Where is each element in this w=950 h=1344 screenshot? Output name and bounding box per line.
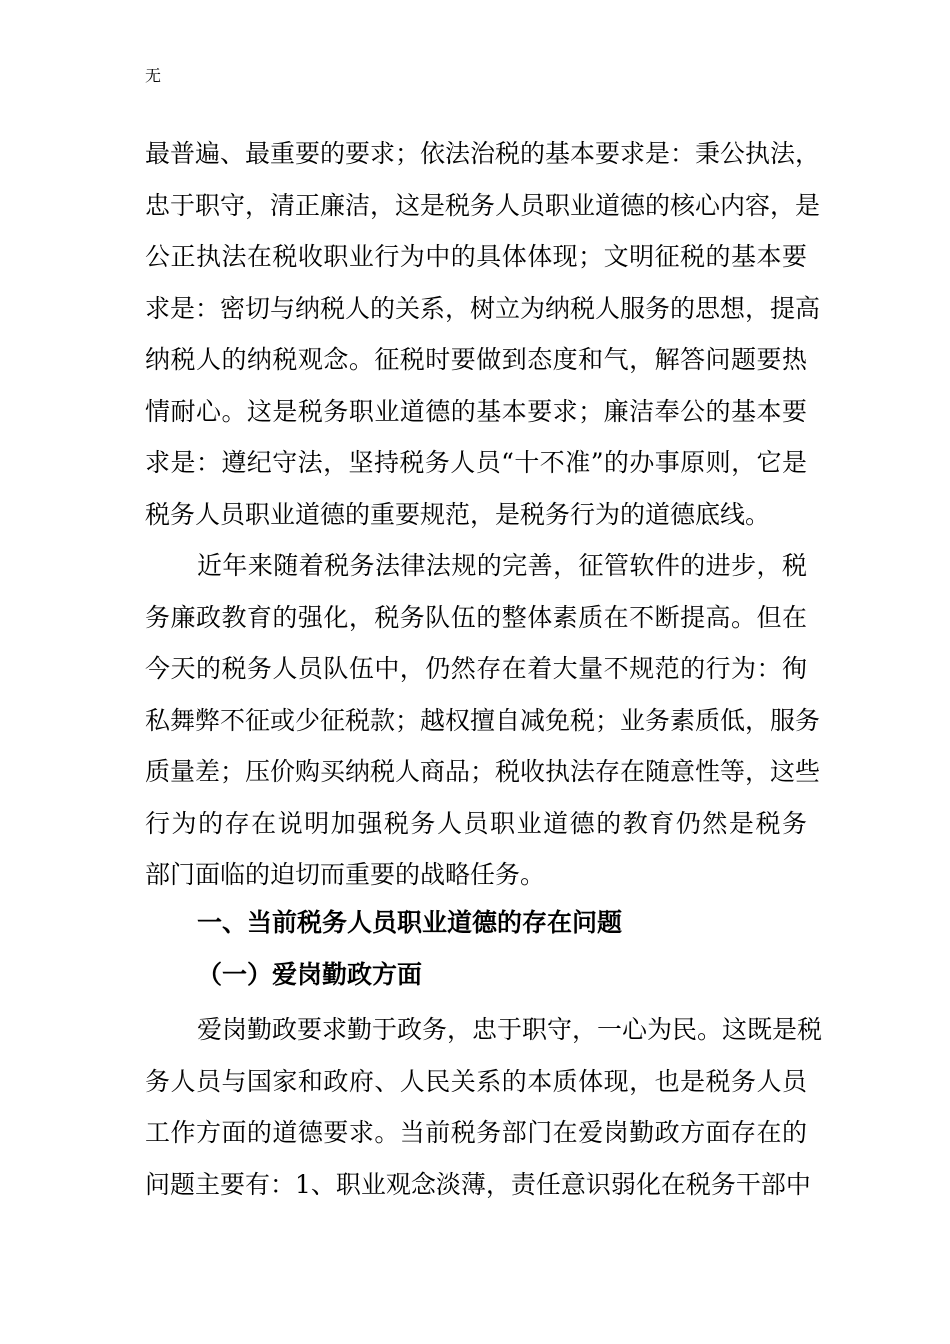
paragraph-line: 公正执法在税收职业行为中的具体体现；文明征税的基本要 xyxy=(145,242,807,271)
subsection-heading: （一）爱岗勤政方面 xyxy=(197,960,423,989)
paragraph-line: 爱岗勤政要求勤于政务，忠于职守，一心为民。这既是税 xyxy=(197,1015,823,1044)
paragraph-line: 行为的存在说明加强税务人员职业道德的教育仍然是税务 xyxy=(145,808,807,838)
paragraph-line: 私舞弊不征或少征税款；越权擅自减免税；业务素质低，服务 xyxy=(145,705,821,735)
paragraph-line: 务人员与国家和政府、人民关系的本质体现，也是税务人员 xyxy=(145,1066,807,1096)
paragraph-line: 近年来随着税务法律法规的完善，征管软件的进步，税 xyxy=(197,551,807,580)
paragraph-line: 税务人员职业道德的重要规范，是税务行为的道德底线。 xyxy=(145,499,771,529)
paragraph-line: 工作方面的道德要求。当前税务部门在爱岗勤政方面存在的 xyxy=(145,1118,807,1147)
section-heading: 一、当前税务人员职业道德的存在问题 xyxy=(197,908,623,937)
paragraph-line: 问题主要有：1、职业观念淡薄，责任意识弱化在税务干部中 xyxy=(145,1169,811,1199)
page-header: 无 xyxy=(145,66,162,85)
paragraph-line: 纳税人的纳税观念。征税时要做到态度和气，解答问题要热 xyxy=(145,345,807,374)
paragraph-line: 忠于职守，清正廉洁，这是税务人员职业道德的核心内容，是 xyxy=(145,190,821,220)
paragraph-line: 最普遍、最重要的要求；依法治税的基本要求是：秉公执法， xyxy=(145,139,821,168)
paragraph-line: 务廉政教育的强化，税务队伍的整体素质在不断提高。但在 xyxy=(145,602,807,632)
paragraph-2 xyxy=(145,540,821,901)
paragraph-1 xyxy=(145,128,821,540)
paragraph-line: 今天的税务人员队伍中，仍然存在着大量不规范的行为：徇 xyxy=(145,654,807,683)
paragraph-line: 求是：遵纪守法，坚持税务人员“十不准”的办事原则，它是 xyxy=(145,448,807,477)
paragraph-3 xyxy=(145,1004,823,1210)
paragraph-line: 质量差；压价购买纳税人商品；税收执法存在随意性等，这些 xyxy=(145,757,821,786)
paragraph-line: 情耐心。这是税务职业道德的基本要求；廉洁奉公的基本要 xyxy=(145,396,807,426)
paragraph-line: 部门面临的迫切而重要的战略任务。 xyxy=(145,860,546,889)
paragraph-line: 求是：密切与纳税人的关系，树立为纳税人服务的思想，提高 xyxy=(145,293,821,323)
